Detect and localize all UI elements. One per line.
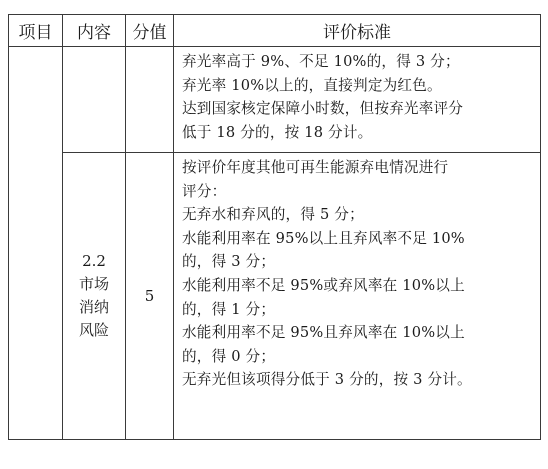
content-cell (63, 47, 126, 153)
score-cell (126, 47, 174, 153)
evaluation-table (8, 14, 541, 440)
table-header-row (9, 15, 541, 47)
content-line: 市场 (78, 275, 109, 293)
criteria-line: 弃光率 10%以上的，直接判定为红色。 (182, 76, 442, 94)
criteria-line: 的，得 3 分； (182, 253, 276, 271)
criteria-line: 无弃光但该项得分低于 3 分的，按 3 分计。 (182, 371, 472, 389)
content-line: 消纳 (78, 298, 109, 316)
criteria-line: 水能利用率不足 95%或弃风率在 10%以上 (182, 276, 465, 294)
criteria-line: 的，得 1 分； (182, 300, 276, 318)
criteria-cell (174, 47, 541, 153)
criteria-line: 无弃水和弃风的，得 5 分； (182, 206, 364, 224)
criteria-line: 弃光率高于 9%、不足 10%的，得 3 分； (182, 53, 460, 70)
criteria-line: 的，得 0 分； (182, 347, 276, 365)
table-row (9, 153, 541, 440)
criteria-line: 达到国家核定保障小时数，但按弃光率评分 (182, 100, 464, 118)
criteria-line: 按评价年度其他可再生能源弃电情况进行 (182, 159, 449, 176)
criteria-line: 水能利用率在 95%以上且弃风率不足 10% (182, 229, 465, 247)
content-cell (63, 153, 126, 440)
criteria-line: 低于 18 分的，按 18 分计。 (182, 123, 373, 141)
content-line: 风险 (78, 321, 109, 339)
header-score: 分值 (126, 15, 174, 47)
score-cell: 5 (126, 153, 174, 440)
criteria-line: 评分： (182, 182, 227, 200)
header-content: 内容 (63, 15, 126, 47)
table-row (9, 47, 541, 153)
criteria-cell (174, 153, 541, 440)
item-cell (9, 47, 63, 440)
header-criteria: 评价标准 (174, 15, 541, 47)
content-line: 2.2 (82, 252, 106, 270)
header-item: 项目 (9, 15, 63, 47)
criteria-line: 水能利用率不足 95%且弃风率在 10%以上 (182, 324, 465, 342)
